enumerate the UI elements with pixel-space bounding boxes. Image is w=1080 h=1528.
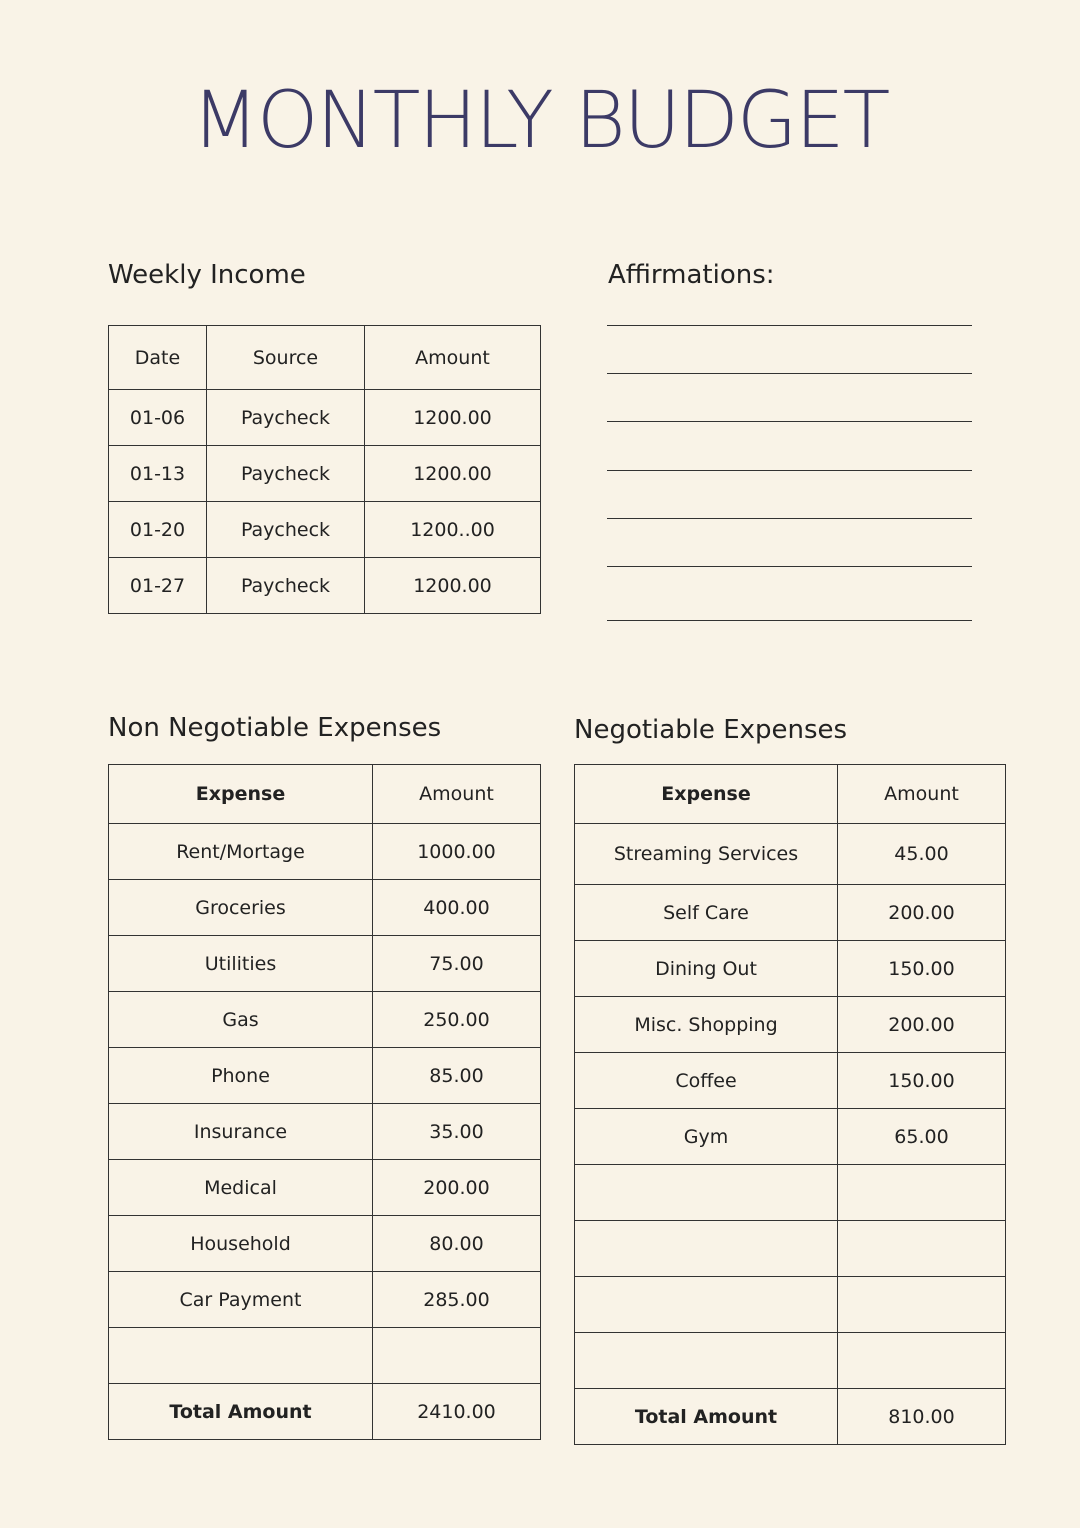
- affirmation-line[interactable]: [607, 518, 972, 519]
- expense-amount-cell: 200.00: [373, 1160, 541, 1216]
- expense-name-cell: Utilities: [109, 936, 373, 992]
- total-label: Total Amount: [575, 1389, 838, 1445]
- expense-amount-cell: 45.00: [838, 824, 1006, 885]
- weekly-income-heading: Weekly Income: [108, 260, 306, 290]
- income-source-cell: Paycheck: [207, 390, 365, 446]
- table-row: [109, 1328, 541, 1384]
- affirmation-line[interactable]: [607, 421, 972, 422]
- weekly-income-table: [108, 325, 541, 614]
- expense-amount-cell[interactable]: [838, 1221, 1006, 1277]
- table-row: [109, 1048, 541, 1104]
- expense-amount-cell: 400.00: [373, 880, 541, 936]
- table-row: [575, 824, 1006, 885]
- table-row: [109, 936, 541, 992]
- table-row: [109, 390, 541, 446]
- expense-amount-cell: 35.00: [373, 1104, 541, 1160]
- table-row: [109, 1272, 541, 1328]
- total-label: Total Amount: [109, 1384, 373, 1440]
- expense-amount-cell[interactable]: [838, 1277, 1006, 1333]
- income-source-cell: Paycheck: [207, 558, 365, 614]
- expense-name-cell: Rent/Mortage: [109, 824, 373, 880]
- expense-name-cell[interactable]: [575, 1277, 838, 1333]
- negotiable-table: [574, 764, 1006, 1445]
- table-row: [575, 1277, 1006, 1333]
- column-header-expense: Expense: [109, 765, 373, 824]
- affirmation-line[interactable]: [607, 620, 972, 621]
- table-header-row: [109, 326, 541, 390]
- expense-name-cell: Dining Out: [575, 941, 838, 997]
- income-date-cell: 01-13: [109, 446, 207, 502]
- expense-name-cell: Household: [109, 1216, 373, 1272]
- affirmation-line[interactable]: [607, 373, 972, 374]
- expense-name-cell[interactable]: [575, 1333, 838, 1389]
- expense-amount-cell: 285.00: [373, 1272, 541, 1328]
- income-amount-cell: 1200..00: [365, 502, 541, 558]
- expense-amount-cell: 250.00: [373, 992, 541, 1048]
- table-header-row: [575, 765, 1006, 824]
- column-header-source: Source: [207, 326, 365, 390]
- table-row: [575, 1109, 1006, 1165]
- table-row: [109, 502, 541, 558]
- expense-name-cell: Insurance: [109, 1104, 373, 1160]
- expense-name-cell: Self Care: [575, 885, 838, 941]
- table-row: [575, 885, 1006, 941]
- table-row: [109, 1160, 541, 1216]
- column-header-expense: Expense: [575, 765, 838, 824]
- table-row: [109, 1104, 541, 1160]
- expense-amount-cell: 200.00: [838, 997, 1006, 1053]
- affirmation-line[interactable]: [607, 470, 972, 471]
- expense-name-cell: Coffee: [575, 1053, 838, 1109]
- expense-amount-cell: 80.00: [373, 1216, 541, 1272]
- table-row: [575, 1165, 1006, 1221]
- expense-amount-cell[interactable]: [838, 1165, 1006, 1221]
- negotiable-heading: Negotiable Expenses: [574, 715, 848, 745]
- column-header-amount: Amount: [373, 765, 541, 824]
- expense-name-cell: Medical: [109, 1160, 373, 1216]
- table-row: [575, 997, 1006, 1053]
- table-row: [575, 1221, 1006, 1277]
- income-date-cell: 01-27: [109, 558, 207, 614]
- expense-amount-cell: 150.00: [838, 941, 1006, 997]
- table-row: [109, 992, 541, 1048]
- non-negotiable-heading: Non Negotiable Expenses: [108, 713, 442, 743]
- total-row: [109, 1384, 541, 1440]
- column-header-amount: Amount: [838, 765, 1006, 824]
- table-row: [109, 446, 541, 502]
- total-row: [575, 1389, 1006, 1445]
- table-row: [575, 941, 1006, 997]
- expense-amount-cell[interactable]: [373, 1328, 541, 1384]
- non-negotiable-table: [108, 764, 541, 1440]
- table-row: [575, 1333, 1006, 1389]
- expense-amount-cell: 150.00: [838, 1053, 1006, 1109]
- page-title: MONTHLY BUDGET: [191, 76, 889, 166]
- table-header-row: [109, 765, 541, 824]
- affirmation-line[interactable]: [607, 566, 972, 567]
- expense-amount-cell[interactable]: [838, 1333, 1006, 1389]
- expense-amount-cell: 1000.00: [373, 824, 541, 880]
- expense-amount-cell: 85.00: [373, 1048, 541, 1104]
- expense-name-cell[interactable]: [575, 1165, 838, 1221]
- income-date-cell: 01-20: [109, 502, 207, 558]
- column-header-amount: Amount: [365, 326, 541, 390]
- expense-name-cell: Gas: [109, 992, 373, 1048]
- expense-amount-cell: 65.00: [838, 1109, 1006, 1165]
- expense-name-cell: Gym: [575, 1109, 838, 1165]
- expense-name-cell[interactable]: [109, 1328, 373, 1384]
- expense-name-cell: Phone: [109, 1048, 373, 1104]
- expense-name-cell: Car Payment: [109, 1272, 373, 1328]
- total-value: 810.00: [838, 1389, 1006, 1445]
- table-row: [109, 558, 541, 614]
- table-row: [109, 824, 541, 880]
- income-amount-cell: 1200.00: [365, 446, 541, 502]
- table-row: [575, 1053, 1006, 1109]
- expense-name-cell: Groceries: [109, 880, 373, 936]
- affirmation-line[interactable]: [607, 325, 972, 326]
- income-amount-cell: 1200.00: [365, 558, 541, 614]
- expense-amount-cell: 75.00: [373, 936, 541, 992]
- total-value: 2410.00: [373, 1384, 541, 1440]
- expense-name-cell[interactable]: [575, 1221, 838, 1277]
- income-source-cell: Paycheck: [207, 502, 365, 558]
- table-row: [109, 880, 541, 936]
- income-amount-cell: 1200.00: [365, 390, 541, 446]
- affirmations-heading: Affirmations:: [608, 260, 775, 290]
- expense-name-cell: Streaming Services: [575, 824, 838, 885]
- table-row: [109, 1216, 541, 1272]
- income-date-cell: 01-06: [109, 390, 207, 446]
- income-source-cell: Paycheck: [207, 446, 365, 502]
- expense-name-cell: Misc. Shopping: [575, 997, 838, 1053]
- column-header-date: Date: [109, 326, 207, 390]
- expense-amount-cell: 200.00: [838, 885, 1006, 941]
